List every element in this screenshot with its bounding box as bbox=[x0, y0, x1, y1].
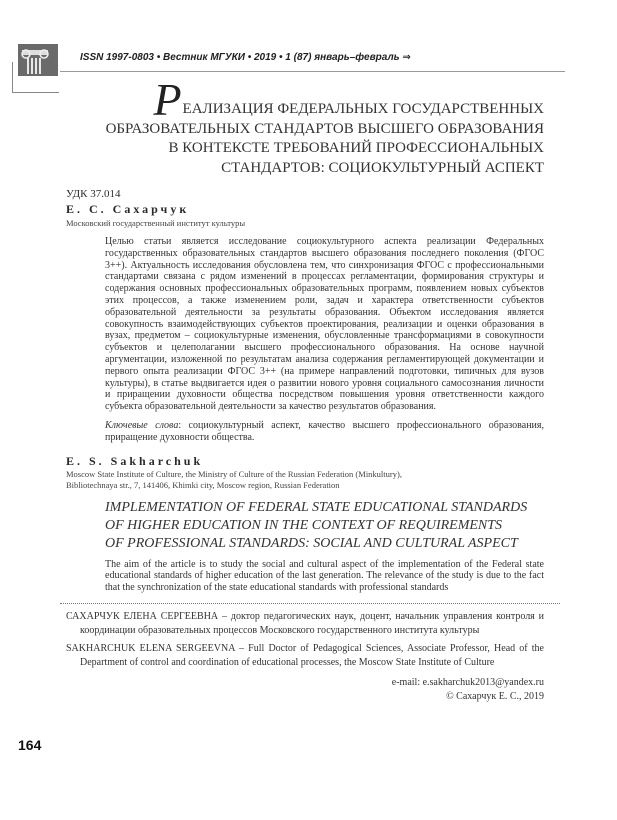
journal-logo-icon bbox=[18, 44, 58, 76]
author-name-ru: Е. С. Сахарчук bbox=[66, 202, 190, 216]
keywords-text: : социокультурный аспект, качество высшего профессионального образования, приращение духовности общества. bbox=[105, 419, 544, 443]
author-name-en: E. S. Sakharchuk bbox=[66, 453, 204, 468]
keywords-ru bbox=[105, 420, 544, 444]
title-line: ЕАЛИЗАЦИЯ ФЕДЕРАЛЬНЫХ ГОСУДАРСТВЕННЫХ bbox=[182, 101, 544, 117]
udk-code: УДК 37.014 bbox=[66, 188, 121, 200]
title-line: СТАНДАРТОВ: СОЦИОКУЛЬТУРНЫЙ АСПЕКТ bbox=[221, 159, 544, 176]
title-line-first bbox=[60, 74, 544, 125]
running-head: ISSN 1997-0803 • Вестник МГУКИ • 2019 • 1 (87) январь–февраль ⇒ bbox=[80, 52, 411, 63]
title-en-line: OF PROFESSIONAL STANDARDS: SOCIAL AND CULTURAL ASPECT bbox=[105, 535, 518, 551]
affiliation-en bbox=[66, 469, 544, 491]
title-line: ОБРАЗОВАТЕЛЬНЫХ СТАНДАРТОВ ВЫСШЕГО ОБРАЗОВАНИЯ bbox=[105, 120, 544, 137]
title-dropcap: Р bbox=[153, 74, 182, 125]
page-number: 164 bbox=[18, 737, 42, 753]
title-line: В КОНТЕКСТЕ ТРЕБОВАНИЙ ПРОФЕССИОНАЛЬНЫХ bbox=[168, 140, 544, 156]
copyright: © Сахарчук Е. С., 2019 bbox=[446, 690, 544, 702]
article-title-en bbox=[105, 499, 544, 553]
header-divider bbox=[60, 71, 565, 72]
abstract-en: The aim of the article is to study the social and cultural aspect of the implementation of the Federal state educational standards of higher education of the last generation. The relevance of the study is due to the fact that the synchronization of the state educational standards with professional standards bbox=[105, 558, 544, 594]
article-title-ru bbox=[60, 74, 544, 178]
keywords-label: Ключевые слова bbox=[105, 419, 179, 431]
institution-ru: Московский государственный институт культуры bbox=[66, 218, 246, 228]
footnote-divider bbox=[60, 603, 560, 604]
author-email[interactable]: e-mail: e.sakharchuk2013@yandex.ru bbox=[391, 676, 544, 688]
affiliation-line: Bibliotechnaya str., 7, 141406, Khimki city, Moscow region, Russian Federation bbox=[66, 479, 340, 490]
article-body bbox=[66, 187, 544, 704]
author-bio-ru: САХАРЧУК ЕЛЕНА СЕРГЕЕВНА – доктор педагогических наук, доцент, начальник управления контроля и координации образовательных процессов Московского государственного института культуры bbox=[66, 610, 544, 636]
title-en-line: OF HIGHER EDUCATION IN THE CONTEXT OF REQUIREMENTS bbox=[105, 517, 503, 533]
contact-block bbox=[66, 676, 544, 704]
abstract-ru: Целью статьи является исследование социокультурного аспекта реализации Федеральных государственных образовательных стандартов высшего образования последнего поколения (ФГОС 3++). Актуальность исследования обусловлена тем, что синхронизация ФГОС с профессиональными стандартами связана с рядом изменений в процессах регламентации, формирования структуры и содержания основных профессиональных образовательных программ, появлением новых субъектов этих процессов, а также изменением роли, задач и характера ответственности субъектов образовательной деятельности за результаты образования. Объектом исследования является совокупность взаимодействующих субъектов проектирования, реализации и оценки образования в вузах, предметом – социокультурные изменения, обусловленные трансформациями в совокупности субъектов и целеполагании высшего профессионального образования. На основе научной аргументации, изложенной по результатам анализа содержания регламентирующей документации и первого опыта реализации ФГОС 3++ (на примере направлений подготовки, типичных для вузов культуры), в статье выдвигается идея о развитии нового уровня социального самосознания личности и приращении духовности общества посредством повышения уровня ответственности каждого субъекта образовательной деятельности за качество результатов образования. bbox=[105, 236, 544, 413]
author-bio-en: SAKHARCHUK ELENA SERGEEVNA – Full Doctor of Pedagogical Sciences, Associate Professor, Head of the Department of control and coordination of educational processes, the Moscow State Institute of Culture bbox=[66, 642, 544, 668]
title-en-line: IMPLEMENTATION OF FEDERAL STATE EDUCATIONAL STANDARDS bbox=[105, 499, 528, 515]
affiliation-line: Moscow State Institute of Culture, the Ministry of Culture of the Russian Federation (Minkultury), bbox=[66, 468, 402, 479]
